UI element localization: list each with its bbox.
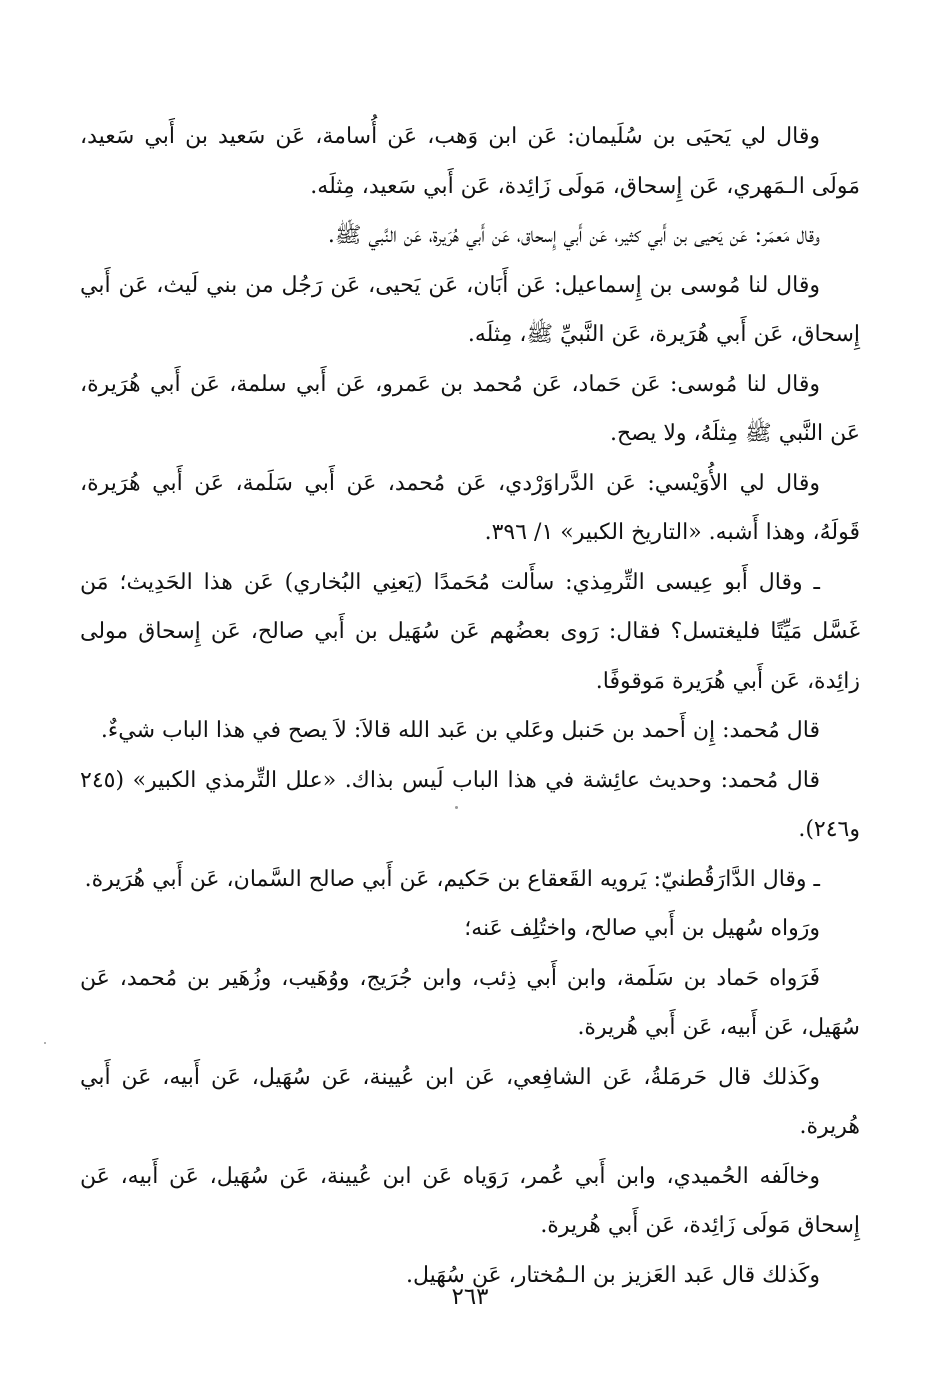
paragraph-3: وقال لنا مُوسى بن إِسماعيل: عَن أَبَان، عَن يَحيى، عَن رَجُل من بني لَيث، عَن أَبي إِسحاق، عَن أَبي هُرَيرة، عَن النَّبيِّ ﷺ، مِثلَه. <box>80 272 860 347</box>
paragraph-6: ـ وقال أَبو عِيسى التِّرمِذي: سأَلت مُحَمدًا (يَعنِي البُخاري) عَن هذا الحَدِيث؛ مَن غَسَّل مَيِّتًا فليغتسل؟ فقال: رَوى بعضُهم عَن سُهَيل بن أَبي صالح، عَن إِسحاق مولى زائِدة، عَن أَبي هُرَيرة مَوقوفًا. <box>80 569 860 694</box>
paragraph-8: قال مُحمد: وحديث عائِشة في هذا الباب لَيس بذاك. «علل التِّرمذي الكبير» (٢٤٥ و٢٤٦). <box>80 767 860 842</box>
page-number: ٢٦٣ <box>451 1284 489 1310</box>
paragraph-12: وكَذلك قال حَرمَلةُ، عَن الشافِعي، عَن ابن عُيينة، عَن سُهَيل، عَن أَبيه، عَن أَبي هُريرة. <box>80 1064 860 1139</box>
paragraph-10: ورَواه سُهيل بن أَبي صالح، واختُلِف عَنه؛ <box>464 916 820 941</box>
main-text <box>80 112 860 1300</box>
paragraph-4: وقال لنا مُوسى: عَن حَماد، عَن مُحمد بن عَمرو، عَن أَبي سلمة، عَن أَبي هُرَيرة، عَن النَّبي ﷺ مِثلَهُ، ولا يصح. <box>80 371 860 446</box>
paragraph-1: وقال لي يَحيَى بن سُلَيمان: عَن ابن وَهب، عَن أُسامة، عَن سَعيد بن أَبي سَعيد، مَولَى الـمَهري، عَن إِسحاق، مَولَى زَائِدة، عَن أَبي سَعيد، مِثلَه. <box>80 124 860 199</box>
paragraph-2: وقال مَعمَر: عَن يَحيى بن أَبي كثير، عَن أَبي إِسحاق، عَن أَبي هُرَيرة، عَن النَّبي ﷺ. <box>327 223 820 248</box>
paragraph-9: ـ وقال الدَّارَقُطنيّ: يَرويه القَعقاع بن حَكيم، عَن أَبي صالح السَّمان، عَن أَبي هُرَيرة. <box>84 866 820 892</box>
scan-speck <box>44 1042 46 1044</box>
paragraph-7: قال مُحمد: إِن أَحمد بن حَنبل وعَلي بن عَبد الله قالاَ: لاَ يصح في هذا الباب شيءٌ. <box>100 718 820 743</box>
paragraph-5: وقال لي الأُوَيْسي: عَن الدَّراوَرْدي، عَن مُحمد، عَن أَبي سَلَمة، عَن أَبي هُرَيرة، قَولَهُ، وهذا أَشبه. «التاريخ الكبير» ١/ ٣٩٦. <box>80 470 860 545</box>
paragraph-14: وكَذلك قال عَبد العَزيز بن الـمُختار، عَن سُهَيل. <box>405 1262 820 1288</box>
scan-speck <box>455 806 458 809</box>
paragraph-11: فَرَواه حَماد بن سَلَمة، وابن أَبي ذِئب، وابن جُرَيج، ووُهَيب، وزُهَير بن مُحمد، عَن سُهَيل، عَن أَبيه، عَن أَبي هُريرة. <box>80 965 860 1040</box>
paragraph-13: وخالَفه الحُميدي، وابن أَبي عُمر، رَوَياه عَن ابن عُيينة، عَن سُهَيل، عَن أَبيه، عَن إِسحاق مَولَى زَائِدة، عَن أَبي هُريرة. <box>80 1163 860 1238</box>
